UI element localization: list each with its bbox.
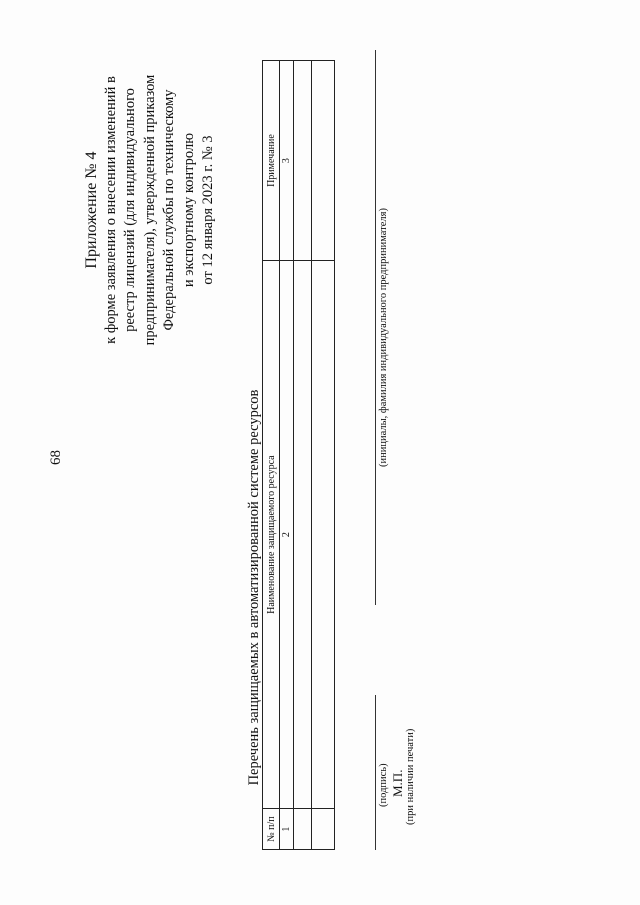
signature-line xyxy=(375,695,376,850)
appendix-line: реестр лицензий (для индивидуального xyxy=(122,88,138,332)
name-label: (инициалы, фамилия индивидуального предпринимателя) xyxy=(378,208,389,467)
table-header-row xyxy=(263,61,280,850)
table-cell[interactable] xyxy=(312,809,335,850)
name-line xyxy=(375,50,376,605)
page-number: 68 xyxy=(48,450,64,465)
stamp-label: М.П. xyxy=(390,769,405,797)
table-title: Перечень защищаемых в автоматизированной системе ресурсов xyxy=(246,389,262,786)
stamp-note: (при наличии печати) xyxy=(405,728,416,825)
table-title-wrap xyxy=(246,0,263,905)
table-cell[interactable] xyxy=(294,61,312,261)
column-number-cell: 1 xyxy=(280,809,294,850)
column-number-cell: 2 xyxy=(280,261,294,809)
table-numbering-row xyxy=(280,61,294,850)
table-row xyxy=(312,61,335,850)
header-cell-resource: Наименование защищаемого ресурса xyxy=(263,261,280,809)
appendix-title: Приложение № 4 xyxy=(83,151,100,269)
appendix-line: к форме заявления о внесении изменений в xyxy=(102,76,119,344)
table-cell[interactable] xyxy=(294,809,312,850)
table-row xyxy=(294,61,312,850)
appendix-header xyxy=(82,60,219,360)
signature-label: (подпись) xyxy=(378,763,389,807)
appendix-line: Федеральной службы по техническому xyxy=(161,89,177,331)
resources-table xyxy=(262,60,335,850)
table-cell[interactable] xyxy=(312,261,335,809)
appendix-line: предпринимателя), утвержденной приказом xyxy=(141,74,158,346)
appendix-line: от 12 января 2023 г. № 3 xyxy=(200,135,216,285)
appendix-line: и экспортному контролю xyxy=(180,132,197,288)
header-cell-note: Примечание xyxy=(263,61,280,261)
table-cell[interactable] xyxy=(312,61,335,261)
table-cell[interactable] xyxy=(294,261,312,809)
header-cell-number: № п/п xyxy=(263,809,280,850)
column-number-cell: 3 xyxy=(280,61,294,261)
